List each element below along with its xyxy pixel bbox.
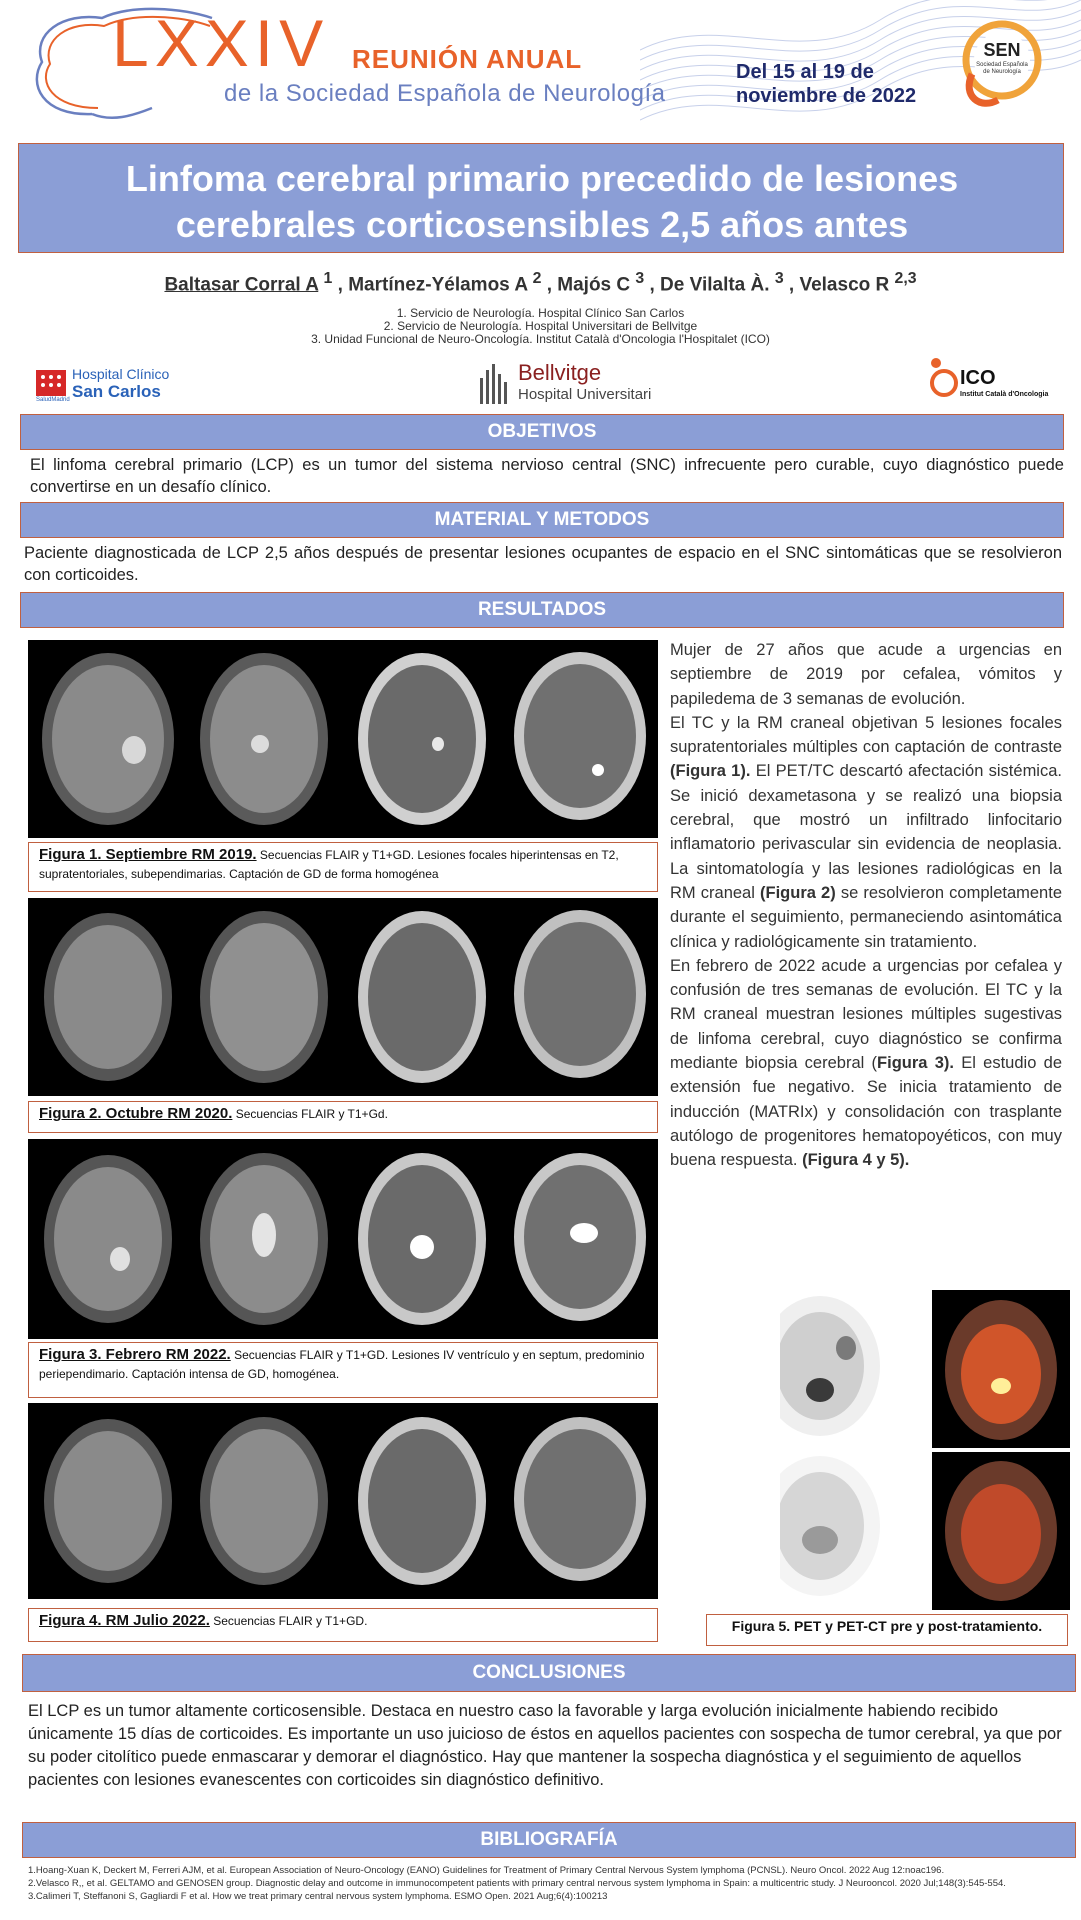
first-author: Baltasar Corral A bbox=[164, 274, 319, 296]
dates-line-2: noviembre de 2022 bbox=[736, 85, 917, 107]
reference-item: 1.Hoang-Xuan K, Deckert M, Ferreri AJM, et al. European Association of Neuro-Oncology (EANO) Guidelines for Treatment of Primary Central Nervous System lymphoma (PCNSL). Neuro Oncol. 2022 Aug 12:noac196. bbox=[28, 1865, 945, 1876]
material-heading: MATERIAL Y METODOS bbox=[20, 502, 1064, 538]
bellvitge-line-1: Bellvitge bbox=[518, 360, 602, 385]
affiliation: 2. Servicio de Neurología. Hospital Universitari de Bellvitge bbox=[383, 319, 698, 333]
salud-madrid-text: SaludMadrid bbox=[36, 397, 70, 403]
figure-5-desc: PET y PET-CT pre y post-tratamiento. bbox=[790, 1618, 1043, 1634]
society-name: de la Sociedad Española de Neurología bbox=[224, 80, 666, 107]
figure-5-pet-images bbox=[780, 1290, 1070, 1610]
affiliations bbox=[0, 307, 1081, 346]
ico-circles-icon bbox=[926, 357, 960, 399]
figure-4-5-ref: (Figura 4 y 5). bbox=[802, 1151, 910, 1170]
figure-1-title: Figura 1. Septiembre RM 2019. bbox=[39, 846, 257, 863]
bellvitge-logo bbox=[478, 360, 658, 410]
objetivos-text: El linfoma cerebral primario (LCP) es un tumor del sistema nervioso central (SNC) infrecuente pero curable, cuyo diagnóstico puede convertirse en un desafío clínico. bbox=[30, 456, 1064, 496]
author-sup: 3 bbox=[774, 270, 784, 287]
reference-item: 2.Velasco R,, et al. GELTAMO and GENOSEN group. Diagnostic delay and outcome in immunocompetent patients with primary central nervous system lymphoma in Spain: a multicentric study. J Neurooncol. 2020 Jul;148(3):545-554. bbox=[28, 1878, 1006, 1889]
figure-1-caption bbox=[28, 842, 658, 892]
author: , De Vilalta À. bbox=[649, 274, 770, 296]
author-sup: 2,3 bbox=[894, 270, 917, 287]
title-line-2: cerebrales corticosensibles 2,5 años antes bbox=[175, 204, 909, 245]
resultados-p2-c: El PET/TC descartó afectación sistémica. Se inició dexametasona y se realizó una biopsia cerebral, que mostró un infiltrado linfocitario inflamatorio perivascular sin evidencia de neoplasia. La sintomatología y las lesiones radiológicas en la RM craneal bbox=[670, 762, 1062, 902]
hospital-clinico-logo bbox=[36, 366, 206, 406]
figure-5-caption bbox=[706, 1614, 1068, 1646]
resultados-p1: Mujer de 27 años que acude a urgencias en septiembre de 2019 por cefalea, vómitos y papiledema de 3 semanas de evolución. bbox=[670, 641, 1062, 708]
figure-3-caption bbox=[28, 1342, 658, 1398]
resultados-paragraph-3 bbox=[670, 954, 1062, 1173]
madrid-stars-icon bbox=[36, 370, 66, 396]
figure-3-title: Figura 3. Febrero RM 2022. bbox=[39, 1346, 231, 1363]
figure-2-desc: Secuencias FLAIR y T1+Gd. bbox=[232, 1107, 388, 1121]
sen-logo-sub2: de Neurología bbox=[983, 69, 1021, 75]
resultados-p3-a: En febrero de 2022 acude a urgencias por cefalea y confusión de tres semanas de evolución. El TC y la RM craneal muestran lesiones múltiples sugestivas de linfoma cerebral, cuyo diagnóstico se confirma mediante biopsia cerebral ( bbox=[670, 956, 1062, 1073]
figure-4-mri-images bbox=[28, 1403, 658, 1599]
bibliography-list bbox=[28, 1864, 1078, 1903]
ico-subtitle: Institut Català d'Oncologia bbox=[960, 391, 1049, 398]
author-list bbox=[0, 270, 1081, 296]
figure-2-mri-images bbox=[28, 898, 658, 1096]
resultados-paragraph-1 bbox=[670, 638, 1062, 711]
resultados-heading: RESULTADOS bbox=[20, 592, 1064, 628]
resultados-text bbox=[670, 638, 1062, 1173]
bellvitge-bars-icon bbox=[478, 364, 514, 404]
conclusiones-heading: CONCLUSIONES bbox=[22, 1654, 1076, 1692]
affiliation: 1. Servicio de Neurología. Hospital Clínico San Carlos bbox=[396, 306, 685, 320]
resultados-paragraph-2 bbox=[670, 711, 1062, 954]
sen-logo-text: SEN bbox=[983, 40, 1021, 60]
edition-number: LXXIV bbox=[112, 6, 330, 80]
material-text: Paciente diagnosticada de LCP 2,5 años después de presentar lesiones ocupantes de espacio en el SNC sintomáticas que se resolvieron con corticoides. bbox=[24, 544, 1062, 584]
objetivos-heading: OBJETIVOS bbox=[20, 414, 1064, 450]
poster-title bbox=[19, 156, 1065, 248]
ico-logo bbox=[926, 357, 1066, 407]
resultados-p3-c: El estudio de extensión fue negativo. Se inicia tratamiento de inducción (MATRIx) y consolidación con trasplante autólogo de progenitores hematopoyéticos, con muy buena respuesta. bbox=[670, 1054, 1062, 1170]
hcsc-line-1: Hospital Clínico bbox=[72, 366, 170, 382]
figure-3-mri-images bbox=[28, 1139, 658, 1339]
bibliografia-heading: BIBLIOGRAFÍA bbox=[22, 1822, 1076, 1858]
sen-logo bbox=[952, 14, 1052, 114]
figure-1-desc: Secuencias FLAIR y T1+GD. Lesiones focales hiperintensas en T2, supratentoriales, subependimarias. Captación de GD de forma homogénea bbox=[39, 848, 619, 881]
affiliation: 3. Unidad Funcional de Neuro-Oncología. Institut Català d'Oncologia l'Hospitalet (ICO) bbox=[311, 332, 770, 346]
figure-2-title: Figura 2. Octubre RM 2020. bbox=[39, 1105, 233, 1122]
conclusiones-text: El LCP es un tumor altamente corticosensible. Destaca en nuestro caso la favorable y larga evolución inicialmente habiendo recibido únicamente 15 días de corticoides. Es importante un uso juicioso de éstos en aquellos pacientes con sospecha de tumor cerebral, ya que por su poder citolítico puede enmascarar y demorar el diagnóstico. Hay que mantener la sospecha diagnóstica y el seguimiento de aquellos pacientes con lesiones evanescentes con corticoides sin diagnóstico definitivo. bbox=[28, 1702, 1062, 1789]
author: , Martínez-Yélamos A bbox=[337, 274, 528, 296]
resultados-p2-e: se resolvieron completamente durante el seguimiento, permaneciendo asintomática clínica y radiológicamente sin tratamiento. bbox=[670, 883, 1062, 951]
figure-3-desc: Secuencias FLAIR y T1+GD. Lesiones IV ventrículo y en septum, predominio periependimario. Captación intensa de GD, homogénea. bbox=[39, 1348, 645, 1381]
title-line-1: Linfoma cerebral primario precedido de lesiones bbox=[125, 158, 959, 199]
sen-logo-sub1: Sociedad Española bbox=[976, 62, 1028, 68]
figure-2-caption bbox=[28, 1101, 658, 1133]
figure-2-ref: (Figura 2) bbox=[760, 883, 836, 902]
figure-5-title: Figura 5. bbox=[731, 1618, 791, 1634]
figure-4-title: Figura 4. RM Julio 2022. bbox=[39, 1612, 210, 1629]
meeting-dates bbox=[736, 60, 916, 108]
ico-name: ICO bbox=[960, 367, 996, 389]
figure-1-mri-images bbox=[28, 640, 658, 838]
author: , Majós C bbox=[546, 274, 631, 296]
figure-4-caption bbox=[28, 1608, 658, 1642]
author-sup: 3 bbox=[635, 270, 645, 287]
figure-1-ref: (Figura 1). bbox=[670, 762, 751, 781]
author-sup: 2 bbox=[532, 270, 542, 287]
figure-4-desc: Secuencias FLAIR y T1+GD. bbox=[209, 1614, 368, 1628]
author-sup: 1 bbox=[323, 270, 333, 287]
dates-line-1: Del 15 al 19 de bbox=[736, 61, 874, 83]
title-box bbox=[18, 143, 1064, 253]
figure-3-ref: Figura 3). bbox=[877, 1054, 954, 1073]
meeting-name: REUNIÓN ANUAL bbox=[352, 44, 583, 74]
bellvitge-line-2: Hospital Universitari bbox=[518, 386, 652, 403]
resultados-p2-a: El TC y la RM craneal objetivan 5 lesiones focales supratentoriales múltiples con captación de contraste bbox=[670, 713, 1062, 757]
poster-header bbox=[0, 0, 1081, 135]
reference-item: 3.Calimeri T, Steffanoni S, Gagliardi F et al. How we treat primary central nervous system lymphoma. ESMO Open. 2021 Aug;6(4):100213 bbox=[28, 1891, 608, 1902]
hcsc-line-2: San Carlos bbox=[72, 382, 161, 401]
author: , Velasco R bbox=[788, 274, 890, 296]
